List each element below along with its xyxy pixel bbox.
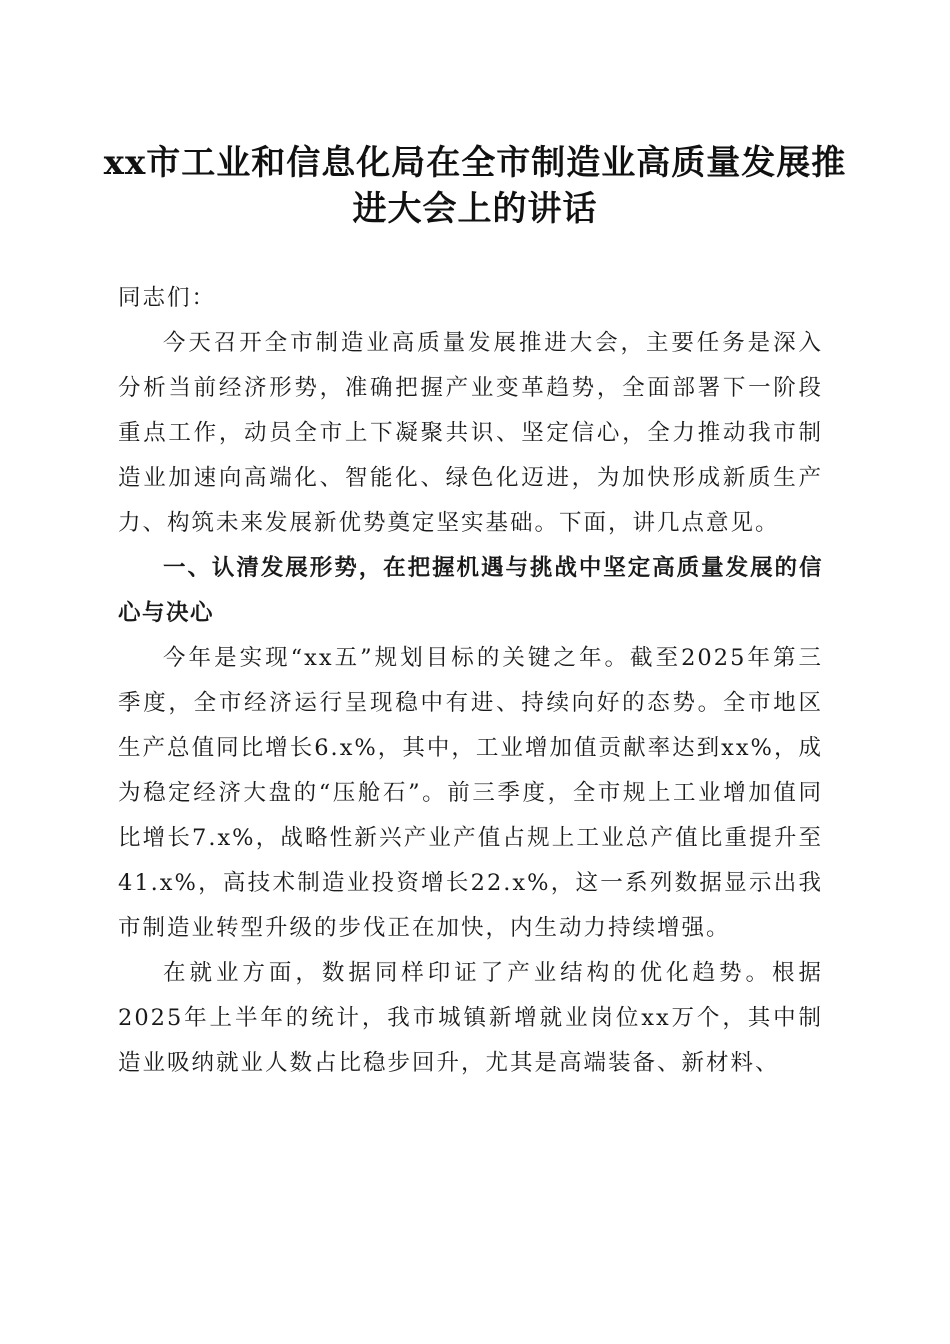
salutation: 同志们： <box>118 285 217 311</box>
section-heading-1: 一、认清发展形势，在把握机遇与挑战中坚定高质量发展的信心与决心 <box>118 555 823 626</box>
paragraph-economy: 今年是实现“xx五”规划目标的关键之年。截至2025年第三季度，全市经济运行呈现稳中有进、持续向好的态势。全市地区生产总值同比增长6.x%，其中，工业增加值贡献率达到xx%，成为稳定经济大盘的“压舱石”。前三季度，全市规上工业增加值同比增长7.x%，战略性新兴产业产值占规上工业总产值比重提升至41.x%，高技术制造业投资增长22.x%，这一系列数据显示出我市制造业转型升级的步伐正在加快，内生动力持续增强。 <box>118 645 823 941</box>
document-body <box>118 276 823 1086</box>
document-title: xx市工业和信息化局在全市制造业高质量发展推进大会上的讲话 <box>103 143 847 229</box>
paragraph-employment: 在就业方面，数据同样印证了产业结构的优化趋势。根据2025年上半年的统计，我市城镇新增就业岗位xx万个，其中制造业吸纳就业人数占比稳步回升，尤其是高端装备、新材料、 <box>118 960 823 1076</box>
intro-paragraph: 今天召开全市制造业高质量发展推进大会，主要任务是深入分析当前经济形势，准确把握产业变革趋势，全面部署下一阶段重点工作，动员全市上下凝聚共识、坚定信心，全力推动我市制造业加速向高端化、智能化、绿色化迈进，为加快形成新质生产力、构筑未来发展新优势奠定坚实基础。下面，讲几点意见。 <box>118 330 823 536</box>
